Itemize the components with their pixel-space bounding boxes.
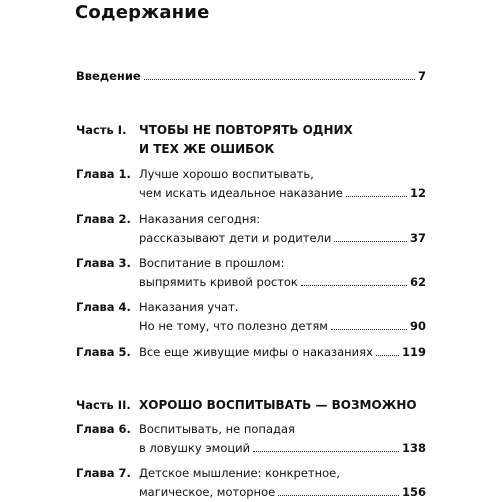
dot-leader (144, 79, 415, 80)
chapter-label: Глава 7. (76, 466, 131, 480)
intro-page-number: 7 (417, 69, 426, 83)
chapter-page-number: 62 (409, 275, 426, 289)
chapter-title-line: магическое, моторное (139, 485, 276, 499)
part-title (139, 396, 426, 415)
chapter-label: Глава 6. (76, 422, 131, 436)
chapter-page-number: 12 (409, 186, 426, 200)
chapter-page-number: 119 (401, 345, 426, 359)
chapter-page-number: 90 (409, 319, 426, 333)
chapter-title-line: чем искать идеальное наказание (139, 186, 343, 200)
chapter-title-line: Воспитывать, не попадая (139, 422, 295, 436)
dot-leader (278, 495, 399, 496)
chapter-label: Глава 1. (76, 167, 131, 181)
chapter-title-line: в ловушку эмоций (139, 441, 251, 455)
chapter-title-line: выпрямить кривой росток (139, 275, 298, 289)
chapter-page-number: 156 (401, 485, 426, 499)
dot-leader (376, 355, 399, 356)
chapter-label: Глава 3. (76, 256, 131, 270)
part-title-line: И ТЕХ ЖЕ ОШИБОК (139, 142, 275, 156)
dot-leader (346, 196, 407, 197)
chapter-label: Глава 5. (76, 345, 131, 359)
page-title: Содержание (75, 2, 210, 23)
part-label: Часть I. (76, 123, 127, 137)
chapter-page-number: 138 (401, 441, 426, 455)
toc-entry-intro[interactable] (76, 67, 426, 86)
chapter-label: Глава 2. (76, 212, 131, 226)
dot-leader (334, 241, 407, 242)
dot-leader (253, 451, 399, 452)
intro-label: Введение (76, 69, 141, 83)
dot-leader (331, 329, 407, 330)
dot-leader (301, 285, 407, 286)
chapter-title-line: Наказания учат. (139, 300, 239, 314)
chapter-title-line: Наказания сегодня: (139, 212, 261, 226)
chapter-title-line: Воспитание в прошлом: (139, 256, 285, 270)
part-title (139, 121, 426, 159)
part-label: Часть II. (76, 398, 131, 412)
part-title-line: ХОРОШО ВОСПИТЫВАТЬ — ВОЗМОЖНО (139, 398, 417, 412)
part-title-line: ЧТОБЫ НЕ ПОВТОРЯТЬ ОДНИХ (139, 123, 353, 137)
chapter-page-number: 37 (409, 231, 426, 245)
chapter-title-line: Все еще живущие мифы о наказаниях (139, 345, 373, 359)
chapter-title-line: Но не тому, что полезно детям (139, 319, 328, 333)
chapter-title-line: рассказывают дети и родители (139, 231, 332, 245)
chapter-label: Глава 4. (76, 300, 131, 314)
chapter-title-line: Детское мышление: конкретное, (139, 466, 340, 480)
chapter-title-line: Лучше хорошо воспитывать, (139, 167, 314, 181)
